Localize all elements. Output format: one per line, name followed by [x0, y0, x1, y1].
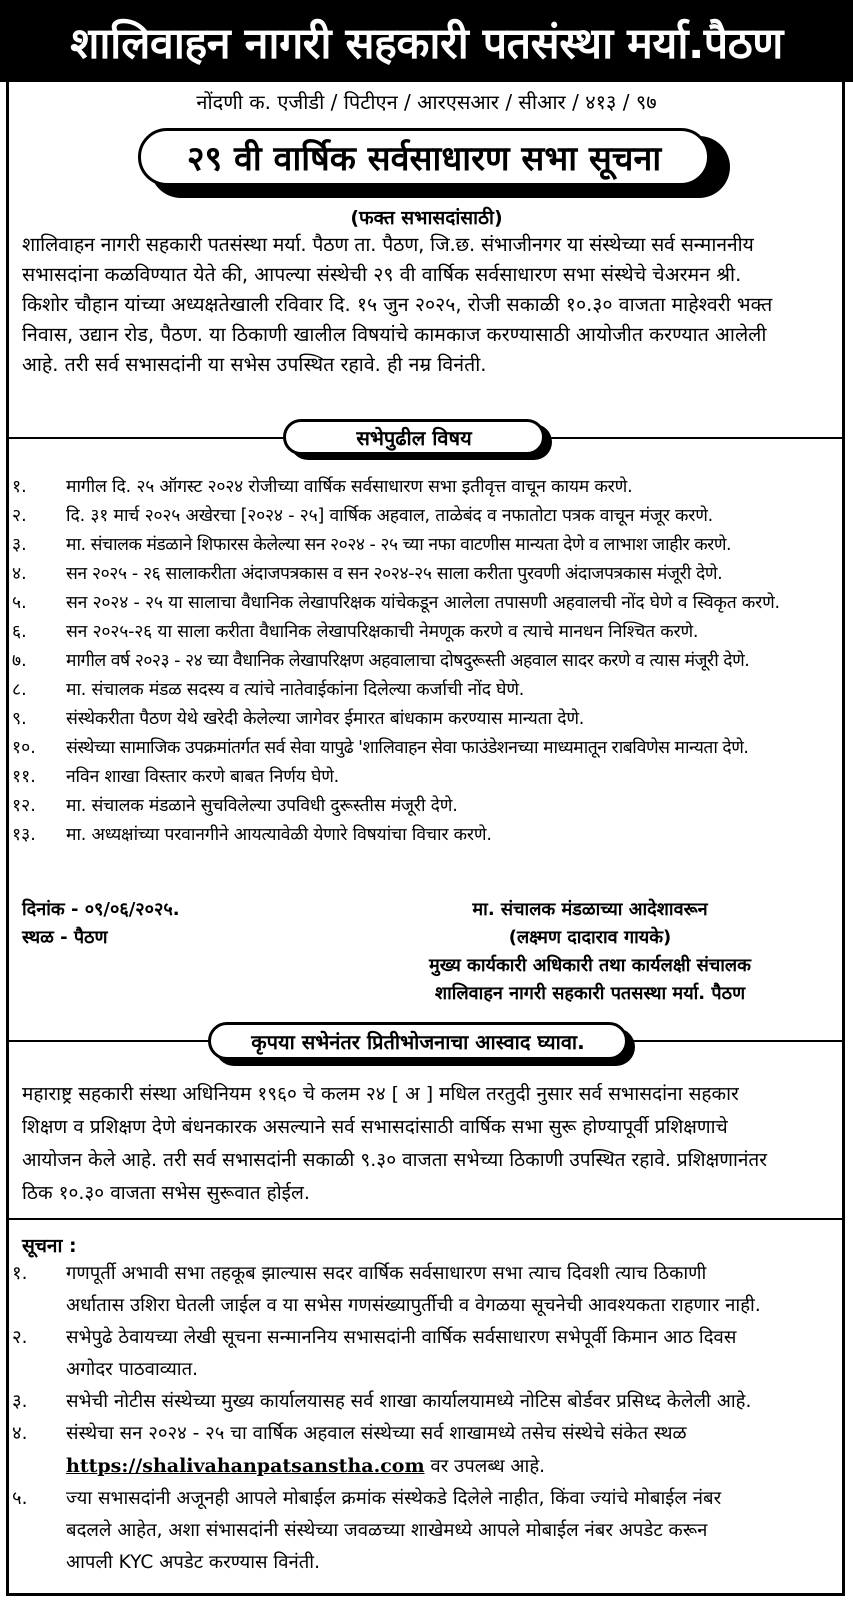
training-line: आयोजन केले आहे. तरी सर्व सभासदांनी सकाळी ९.३० वाजता सभेच्या ठिकाणी उपस्थित रहावे. प्रशिक्षणानंतर: [22, 1149, 768, 1171]
note-number: ४.: [12, 1423, 28, 1444]
notes-list: [12, 1258, 837, 1579]
intro-line: आहे. तरी सर्व सभासदांनी या सभेस उपस्थित रहावे. ही नम्र विनंती.: [22, 353, 487, 376]
agenda-text: नविन शाखा विस्तार करणे बाबत निर्णय घेणे.: [66, 767, 340, 787]
note-line: सभेपुढे ठेवायच्या लेखी सूचना सन्माननिय सभासदांनी वार्षिक सर्वसाधारण सभेपूर्वी किमान आठ दिवस: [66, 1327, 737, 1348]
note-line: गणपूर्ती अभावी सभा तहकूब झाल्यास सदर वार्षिक सर्वसाधारण सभा त्याच दिवशी त्याच ठिकाणी: [66, 1263, 707, 1284]
training-line: महाराष्ट्र सहकारी संस्था अधिनियम १९६० चे कलम २४ [ अ ] मधिल तरतुदी नुसार सर्व सभासदांना सहकार: [22, 1083, 739, 1105]
agenda-text: संस्थेच्या सामाजिक उपक्रमांतर्गत सर्व सेवा यापुढे 'शालिवाहन सेवा फाउंडेशनच्या माध्यमातून राबविणेस मान्यता देणे.: [66, 738, 749, 758]
note-line: अर्धातास उशिरा घेतली जाईल व या सभेस गणसंख्यापुर्तीची व वेगळया सूचनेची आवश्यकता राहणार नाही.: [66, 1295, 761, 1316]
intro-line: निवास, उद्यान रोड, पैठण. या ठिकाणी खालील विषयांचे कामकाज करण्यासाठी आयोजीत करण्यात आलेली: [22, 323, 767, 346]
meal-note: कृपया सभेनंतर प्रितीभोजनाचा आस्वाद घ्यावा.: [208, 1022, 628, 1060]
agenda-text: सन २०२४ - २५ या सालाचा वैधानिक लेखापरिक्षक यांचेकडून आलेला तपासणी अहवालची नोंद घेणे व स्विकृत करणे.: [66, 593, 780, 613]
agenda-number: १३.: [12, 825, 36, 845]
agenda-number: ४.: [12, 564, 27, 584]
note-number: १.: [12, 1263, 28, 1284]
note-item: [12, 1258, 837, 1322]
agenda-number: १.: [12, 477, 27, 497]
signatory-name: (लक्ष्मण दादाराव गायके): [508, 927, 672, 948]
agenda-text: सन २०२५ - २६ सालाकरीता अंदाजपत्रकास व सन २०२४-२५ साला करीता पुरवणी अंदाजपत्रकास मंजूरी देणे.: [66, 564, 723, 584]
training-paragraph: [22, 1078, 834, 1210]
signature-order-line: मा. संचालक मंडळाच्या आदेशावरून: [472, 899, 708, 920]
note-item: [12, 1418, 837, 1483]
agenda-item: [12, 676, 837, 705]
training-line: शिक्षण व प्रशिक्षण देणे बंधनकारक असल्याने सर्व सभासदांसाठी वार्षिक सभा सुरू होण्यापूर्वी प्रशिक्षणाचे: [22, 1116, 728, 1138]
agenda-item: [12, 531, 837, 560]
header-band: [0, 0, 853, 82]
agenda-number: ९.: [12, 709, 27, 729]
members-only-note: (फक्त सभासदांसाठी): [350, 207, 503, 229]
agenda-item: [12, 647, 837, 676]
agenda-number: ११.: [12, 767, 36, 787]
agenda-item: [12, 705, 837, 734]
agenda-text: मागील वर्ष २०२३ - २४ च्या वैधानिक लेखापरिक्षण अहवालाचा दोषदुरूस्ती अहवाल सादर करणे व त्यास मंजूरी देणे.: [66, 651, 750, 671]
agenda-text: सन २०२५-२६ या साला करीता वैधानिक लेखापरिक्षकाची नेमणूक करणे व त्याचे मानधन निश्चित करणे.: [66, 622, 699, 642]
note-line: अगोदर पाठवाव्यात.: [66, 1359, 199, 1380]
agenda-item: [12, 560, 837, 589]
intro-line: सभासदांना कळविण्यात येते की, आपल्या संस्थेची २९ वी वार्षिक सर्वसाधारण सभा संस्थेचे चेअरमन श्री.: [22, 263, 742, 286]
note-item: [12, 1322, 837, 1386]
agenda-text: मागील दि. २५ ऑगस्ट २०२४ रोजीच्या वार्षिक सर्वसाधारण सभा इतीवृत्त वाचून कायम करणे.: [66, 477, 633, 497]
agenda-item: [12, 473, 837, 502]
intro-paragraph: [22, 230, 834, 380]
place-line: स्थळ - पैठण: [22, 927, 108, 948]
agenda-item: [12, 618, 837, 647]
agenda-number: ६.: [12, 622, 27, 642]
agenda-item: [12, 792, 837, 821]
website-link[interactable]: https://shalivahanpatsanstha.com: [66, 1455, 425, 1477]
agenda-number: १०.: [12, 738, 36, 758]
date-place-block: [22, 896, 180, 952]
notes-title: सूचना :: [22, 1235, 77, 1257]
agenda-heading: सभेपुढील विषय: [283, 419, 545, 455]
note-number: ३.: [12, 1391, 28, 1412]
agenda-text: मा. संचालक मंडळाने शिफारस केलेल्या सन २०२४ - २५ च्या नफा वाटणीस मान्यता देणे व लाभाश जाहीर करणे.: [66, 535, 732, 555]
agenda-number: २.: [12, 506, 27, 526]
agenda-number: ७.: [12, 651, 27, 671]
note-item: [12, 1386, 837, 1418]
agenda-text: मा. अध्यक्षांच्या परवानगीने आयत्यावेळी येणारे विषयांचा विचार करणे.: [66, 825, 492, 845]
agenda-text: दि. ३१ मार्च २०२५ अखेरचा [२०२४ - २५] वार्षिक अहवाल, ताळेबंद व नफातोटा पत्रक वाचून मंजूर करणे.: [66, 506, 714, 526]
agenda-text: मा. संचालक मंडळ सदस्य व त्यांचे नातेवाईकांना दिलेल्या कर्जाची नोंद घेणे.: [66, 680, 525, 700]
agenda-number: १२.: [12, 796, 36, 816]
agenda-text: संस्थेकरीता पैठण येथे खरेदी केलेल्या जागेवर ईमारत बांधकाम करण्यास मान्यता देणे.: [66, 709, 585, 729]
note-line: सभेची नोटीस संस्थेच्या मुख्य कार्यालयासह सर्व शाखा कार्यालयामध्ये नोटिस बोर्डवर प्रसिध्द केलेली आहे.: [66, 1391, 752, 1412]
agenda-number: ५.: [12, 593, 27, 613]
registration-number: नोंदणी क. एजीडी / पिटीएन / आरएसआर / सीआर / ४१३ / ९७: [196, 90, 657, 114]
agenda-text: मा. संचालक मंडळाने सुचविलेल्या उपविधी दुरूस्तीस मंजूरी देणे.: [66, 796, 458, 816]
meeting-banner: [138, 128, 710, 186]
intro-line: शालिवाहन नागरी सहकारी पतसंस्था मर्या. पैठण ता. पैठण, जि.छ. संभाजीनगर या संस्थेच्या सर्व सन्माननीय: [22, 233, 754, 256]
link-suffix: वर उपलब्ध आहे.: [424, 1456, 546, 1477]
agenda-item: [12, 763, 837, 792]
note-line: ज्या सभासदांनी अजूनही आपले मोबाईल क्रमांक संस्थेकडे दिलेले नाहीत, किंवा ज्यांचे मोबाईल नंबर: [66, 1488, 722, 1509]
society-title: शालिवाहन नागरी सहकारी पतसंस्था मर्या.पैठण: [70, 18, 783, 69]
agenda-item: [12, 502, 837, 531]
note-line: आपली KYC अपडेट करण्यास विनंती.: [66, 1552, 320, 1573]
date-line: दिनांक - ०९/०६/२०२५.: [22, 899, 180, 920]
agenda-item: [12, 821, 837, 850]
agenda-number: ८.: [12, 680, 27, 700]
signatory-society: शालिवाहन नागरी सहकारी पतसस्था मर्या. पैठण: [434, 983, 746, 1004]
note-line: बदलले आहेत, अशा संभासदांनी संस्थेच्या जवळच्या शाखेमध्ये आपले मोबाईल नंबर अपडेट करून: [66, 1520, 708, 1541]
training-line: ठिक १०.३० वाजता सभेस सुरूवात होईल.: [22, 1182, 310, 1204]
note-line: संस्थेचा सन २०२४ - २५ चा वार्षिक अहवाल संस्थेच्या सर्व शाखामध्ये तसेच संस्थेचे संकेत स्थळ: [66, 1423, 687, 1444]
agenda-item: [12, 734, 837, 763]
note-item: [12, 1483, 837, 1579]
agenda-item: [12, 589, 837, 618]
section-divider: [6, 1218, 845, 1220]
signatory-designation: मुख्य कार्यकारी अधिकारी तथा कार्यलक्षी संचालक: [429, 955, 751, 976]
intro-line: किशोर चौहान यांच्या अध्यक्षतेखाली रविवार दि. १५ जुन २०२५, रोजी सकाळी १०.३० वाजता माहेश्वरी भक्त: [22, 293, 773, 316]
note-number: ५.: [12, 1488, 28, 1509]
banner-title: २९ वी वार्षिक सर्वसाधारण सभा सूचना: [186, 139, 662, 179]
agenda-number: ३.: [12, 535, 27, 555]
signature-block: [360, 896, 820, 1008]
agenda-list: [12, 473, 837, 850]
note-number: २.: [12, 1327, 28, 1348]
